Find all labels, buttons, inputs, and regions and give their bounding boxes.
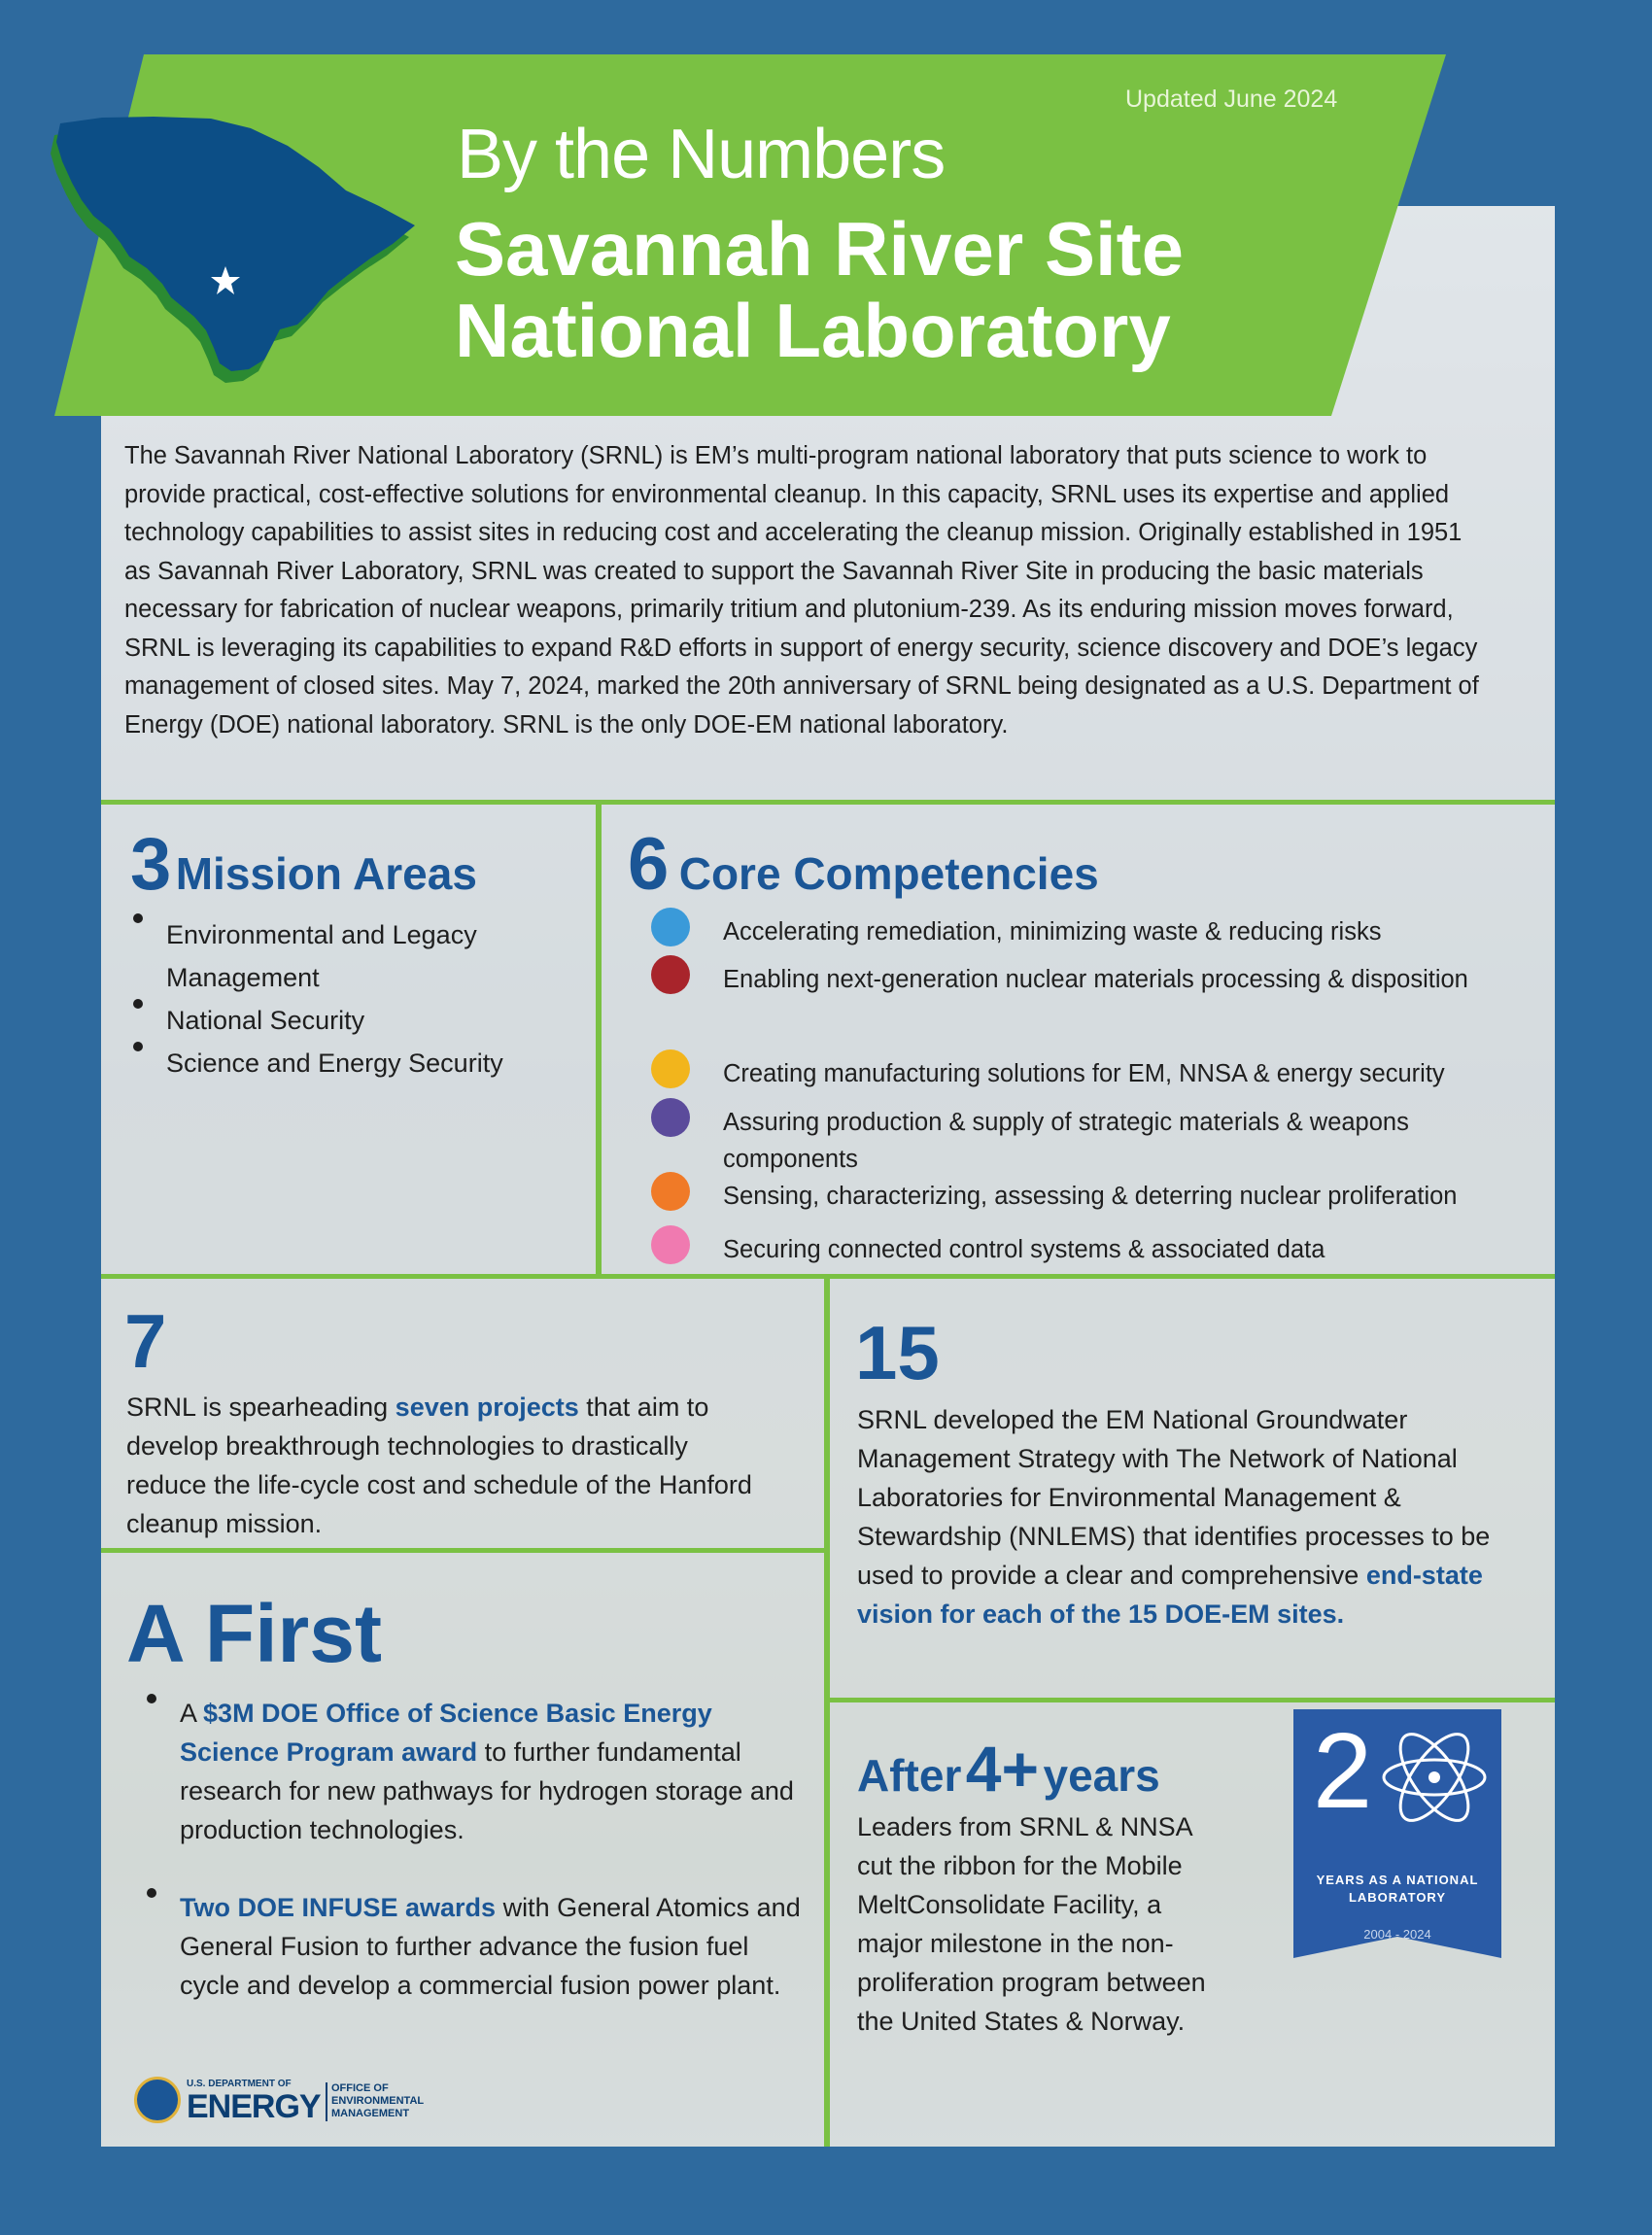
anniversary-badge	[1293, 1709, 1501, 1958]
mission-number: 3	[130, 823, 172, 906]
after-heading	[857, 1732, 1160, 1805]
title-main	[455, 208, 1184, 371]
first-list	[141, 1694, 811, 2005]
nonproliferation-icon	[651, 1172, 690, 1211]
core-number: 6	[628, 823, 670, 906]
control-systems-icon	[651, 1225, 690, 1264]
list-item: A $3M DOE Office of Science Basic Energy Science Program award to further fundamental research for new pathways for hydrogen storage and production technologies.	[141, 1694, 811, 1849]
fifteen-highlight: end-state vision for each of the 15 DOE-EM sites.	[857, 1561, 1483, 1629]
badge-two: 2	[1313, 1711, 1373, 1831]
doe-seal-icon	[134, 2077, 181, 2123]
divider	[824, 1277, 830, 2147]
mission-list	[127, 913, 565, 1084]
doe-logo: U.S. DEPARTMENT OF ENERGY OFFICE OF ENVIRONMENTAL MANAGEMENT	[134, 2077, 455, 2125]
badge-line2: LABORATORY	[1348, 1890, 1447, 1905]
title-line-3: National Laboratory	[455, 288, 1171, 373]
after-number: 4+	[965, 1733, 1040, 1805]
seven-text: SRNL is spearheading seven projects that aim to develop breakthrough technologies to drastically reduce the life-cycle cost and schedule of the Hanford cleanup mission.	[126, 1393, 752, 1538]
manufacturing-icon	[651, 1049, 690, 1088]
divider	[596, 803, 602, 1277]
mission-title: Mission Areas	[175, 848, 477, 899]
remediation-icon	[651, 908, 690, 946]
after-text: Leaders from SRNL & NNSA cut the ribbon for the Mobile MeltConsolidate Facility, a major milestone in the non-proliferation program between the United States & Norway.	[857, 1812, 1206, 2036]
intro-paragraph: The Savannah River National Laboratory (SRNL) is EM’s multi-program national laboratory that puts science to work to provide practical, cost-effective solutions for environmental cleanup. In this capacity, SRNL uses its expertise and applied technology capabilities to assist sites in reducing cost and accelerating the cleanup mission. Originally established in 1951 as Savannah River Laboratory, SRNL was created to support the Savannah River Site in producing the basic materials necessary for fabrication of nuclear weapons, primarily tritium and plutonium-239. As its enduring mission moves forward, SRNL is leveraging its capabilities to expand R&D efforts in support of energy security, science discovery and DOE’s legacy management of closed sites. May 7, 2024, marked the 20th anniversary of SRNL being designated as a U.S. Department of Energy (DOE) national laboratory. SRNL is the only DOE-EM national laboratory.	[124, 442, 1479, 739]
mission-heading	[130, 823, 477, 906]
badge-years: 2004 - 2024	[1363, 1927, 1431, 1942]
updated-date: Updated June 2024	[1125, 86, 1338, 113]
list-item: National Security	[127, 999, 565, 1042]
after-post: years	[1043, 1750, 1160, 1801]
list-item: Science and Energy Security	[127, 1042, 565, 1084]
first-title: A First	[126, 1588, 382, 1679]
list-item: Environmental and Legacy Management	[127, 913, 516, 999]
divider	[827, 1698, 1555, 1702]
divider	[101, 800, 1555, 805]
core-title: Core Competencies	[678, 848, 1099, 899]
fifteen-text: SRNL developed the EM National Groundwater Management Strategy with The Network of National Laboratories for Environmental Management & Stewardship (NNLEMS) that identifies processes to be used to provide a clear and comprehensive end-state vision for each of the 15 DOE-EM sites.	[857, 1405, 1491, 1629]
title-line-1: By the Numbers	[457, 116, 946, 193]
core-heading	[628, 823, 1099, 906]
seven-highlight: seven projects	[395, 1393, 579, 1422]
seven-number: 7	[124, 1298, 167, 1384]
list-item: Two DOE INFUSE awards with General Atomics and General Fusion to further advance the fusion fuel cycle and develop a commercial fusion power plant.	[141, 1888, 811, 2005]
title-line-2: Savannah River Site	[455, 206, 1184, 292]
badge-line1: YEARS AS A NATIONAL	[1316, 1873, 1479, 1887]
nuclear-materials-icon	[651, 955, 690, 994]
fifteen-number: 15	[855, 1310, 940, 1395]
divider	[101, 1548, 827, 1553]
strategic-materials-icon	[651, 1098, 690, 1137]
after-pre: After	[857, 1750, 962, 1801]
